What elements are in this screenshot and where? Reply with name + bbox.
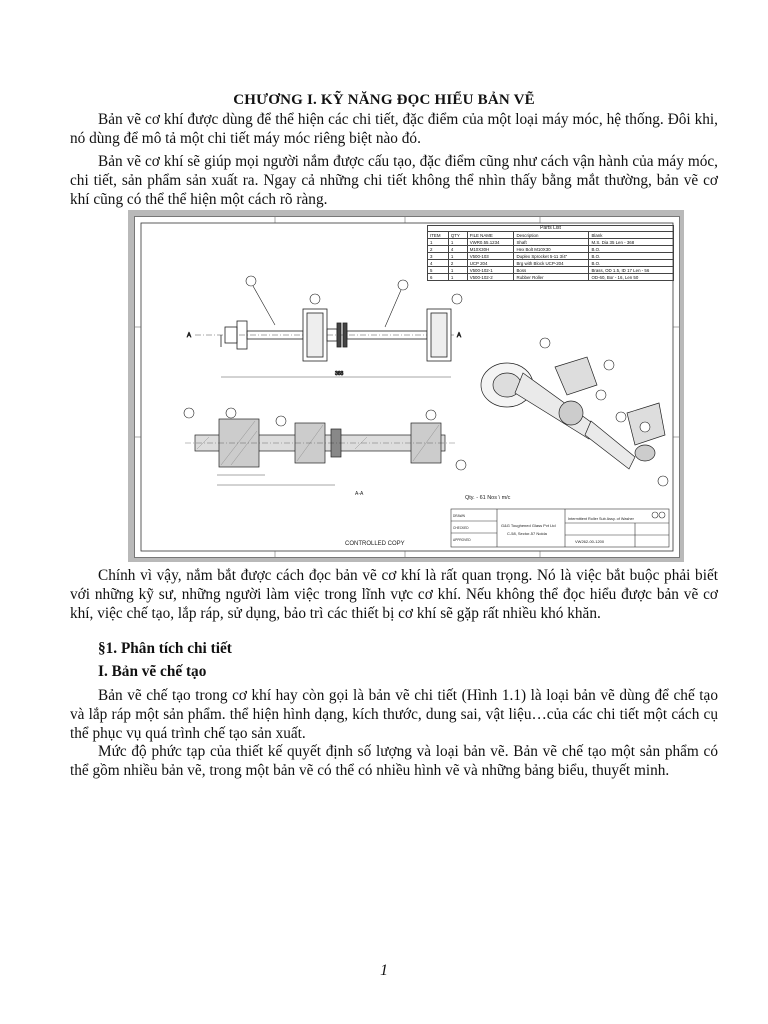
parts-list-cell: 2 bbox=[428, 246, 449, 253]
parts-list-row bbox=[428, 260, 674, 267]
parts-list-table bbox=[427, 225, 674, 281]
parts-list-cell: UCP 204 bbox=[467, 260, 514, 267]
company-name: G&G Toughened Glass Pvt Ltd bbox=[501, 523, 556, 528]
parts-list-cell: 4 bbox=[448, 246, 467, 253]
section-view bbox=[185, 419, 455, 497]
page-number: 1 bbox=[380, 962, 388, 979]
isometric-view bbox=[481, 357, 665, 469]
parts-list-cell: Rubber Roller bbox=[514, 274, 589, 281]
parts-list-body bbox=[428, 239, 674, 281]
controlled-copy-label: CONTROLLED COPY bbox=[345, 541, 405, 547]
parts-list-row bbox=[428, 239, 674, 246]
paragraph-complexity: Mức độ phức tạp của thiết kế quyết định số lượng và loại bản vẽ. Bản vẽ chế tạo một sản phẩm có thể gồm nhiều bản vẽ, trong một bản vẽ có thể có nhiều hình vẽ và những bảng biểu, thuyết minh. bbox=[70, 743, 718, 779]
parts-header-qty: QTY bbox=[448, 232, 467, 239]
parts-list-cell: Hex Bolt M10X30 bbox=[514, 246, 589, 253]
parts-list-cell: 2 bbox=[448, 260, 467, 267]
parts-list-cell: M10X30H bbox=[467, 246, 514, 253]
chapter-title: CHƯƠNG I. KỸ NĂNG ĐỌC HIỂU BẢN VẼ bbox=[233, 92, 535, 108]
paragraph-intro: Bản vẽ cơ khí được dùng để thể hiện các chi tiết, đặc điểm của một loại máy móc, hệ thống. Đôi khi, nó dùng để mô tả một chi tiết máy móc riêng biệt nào đó. bbox=[70, 111, 718, 147]
parts-header-description: Description bbox=[514, 232, 589, 239]
parts-list-cell: B.O. bbox=[589, 260, 674, 267]
quantity-note: Qty. - 61 Nos \ m/c bbox=[465, 495, 511, 501]
parts-list-cell: 6 bbox=[428, 274, 449, 281]
parts-list-cell: V500-103 bbox=[467, 253, 514, 260]
parts-list-row bbox=[428, 253, 674, 260]
parts-list-cell: B.O. bbox=[589, 246, 674, 253]
approved-label: APPROVED bbox=[453, 538, 471, 542]
parts-list-cell: Brass, OD 1.5, ID 17 Len - 56 bbox=[589, 267, 674, 274]
parts-list-cell: 5 bbox=[428, 267, 449, 274]
parts-header-blank: Blank bbox=[589, 232, 674, 239]
paragraph-manufacturing-drawing: Bản vẽ chế tạo trong cơ khí hay còn gọi là bản vẽ chi tiết (Hình 1.1) là loại bản vẽ dùng để chế tạo và lắp ráp một sản phẩm. thể hiện hình dạng, kích thước, dung sai, vật liệu…của các chi tiết một cách cụ thể phục vụ quá trình chế tạo sản xuất. bbox=[70, 687, 718, 742]
parts-list-cell: Boss bbox=[514, 267, 589, 274]
parts-list-row bbox=[428, 246, 674, 253]
parts-list-cell: Brg with Block UCP-204 bbox=[514, 260, 589, 267]
parts-list-cell: 1 bbox=[448, 274, 467, 281]
drawing-number: VW262-00-1200 bbox=[575, 539, 605, 544]
part-title: Intermittent Roller Sub Assy. of Washer bbox=[568, 517, 634, 521]
parts-list-cell: OD-60, Bor - 16, Len 50 bbox=[589, 274, 674, 281]
parts-list-cell: V500-102-1 bbox=[467, 267, 514, 274]
parts-list-row bbox=[428, 274, 674, 281]
parts-list-cell: 1 bbox=[448, 239, 467, 246]
drawn-label: DRAWN bbox=[453, 514, 465, 518]
view-arrow-a-left: A bbox=[187, 333, 192, 339]
section-heading-1: §1. Phân tích chi tiết bbox=[98, 640, 232, 657]
parts-list-cell: V500-102-2 bbox=[467, 274, 514, 281]
parts-list-row bbox=[428, 267, 674, 274]
company-address: C-58, Sector-57 Noida bbox=[507, 531, 547, 536]
parts-list-cell: 1 bbox=[428, 239, 449, 246]
section-label: A-A bbox=[355, 491, 364, 497]
paragraph-purpose: Bản vẽ cơ khí sẽ giúp mọi người nắm được cấu tạo, đặc điểm cũng như cách vận hành của máy móc, chi tiết, sản phẩm sản xuất ra. Ngay cả những chi tiết không thể nhìn thấy bằng mắt thường, bản vẽ cơ khí cũng có thể thể hiện một cách rõ ràng. bbox=[70, 153, 718, 208]
parts-list-cell: 3 bbox=[428, 253, 449, 260]
parts-list-header-row bbox=[428, 232, 674, 239]
title-block bbox=[451, 509, 669, 547]
parts-list-cell: 4 bbox=[428, 260, 449, 267]
parts-header-file: FILE NAME bbox=[467, 232, 514, 239]
parts-list-cell: M.S. Dia 35 Len - 368 bbox=[589, 239, 674, 246]
paragraph-importance: Chính vì vậy, nắm bắt được cách đọc bản vẽ cơ khí là rất quan trọng. Nó là việc bắt buộc phải biết với những kỹ sư, những người làm việc trong lĩnh vực cơ khí. Nếu không thể đọc hiểu được bản vẽ cơ khí, việc chế tạo, lắp ráp, sử dụng, bảo trì các thiết bị cơ khí sẽ gặp rất nhiều khó khăn. bbox=[70, 567, 718, 622]
checked-label: CHECKED bbox=[453, 526, 469, 530]
parts-list-cell: 1 bbox=[448, 267, 467, 274]
parts-list-cell: Duplex Sprocket 5-11 3/4" bbox=[514, 253, 589, 260]
parts-list-title: Parts List bbox=[427, 225, 674, 231]
parts-list-cell: VWR0.55.1234 bbox=[467, 239, 514, 246]
dim-overall-label: 368 bbox=[335, 371, 344, 377]
parts-list-cell: Shaft bbox=[514, 239, 589, 246]
parts-list-cell: 1 bbox=[448, 253, 467, 260]
view-arrow-a-right: A bbox=[457, 333, 462, 339]
drawing-sheet bbox=[134, 216, 680, 558]
technical-drawing-figure bbox=[128, 210, 684, 562]
front-view bbox=[187, 309, 461, 377]
parts-list-cell: B.O. bbox=[589, 253, 674, 260]
parts-header-item: ITEM bbox=[428, 232, 449, 239]
section-heading-2: I. Bản vẽ chế tạo bbox=[98, 663, 207, 680]
